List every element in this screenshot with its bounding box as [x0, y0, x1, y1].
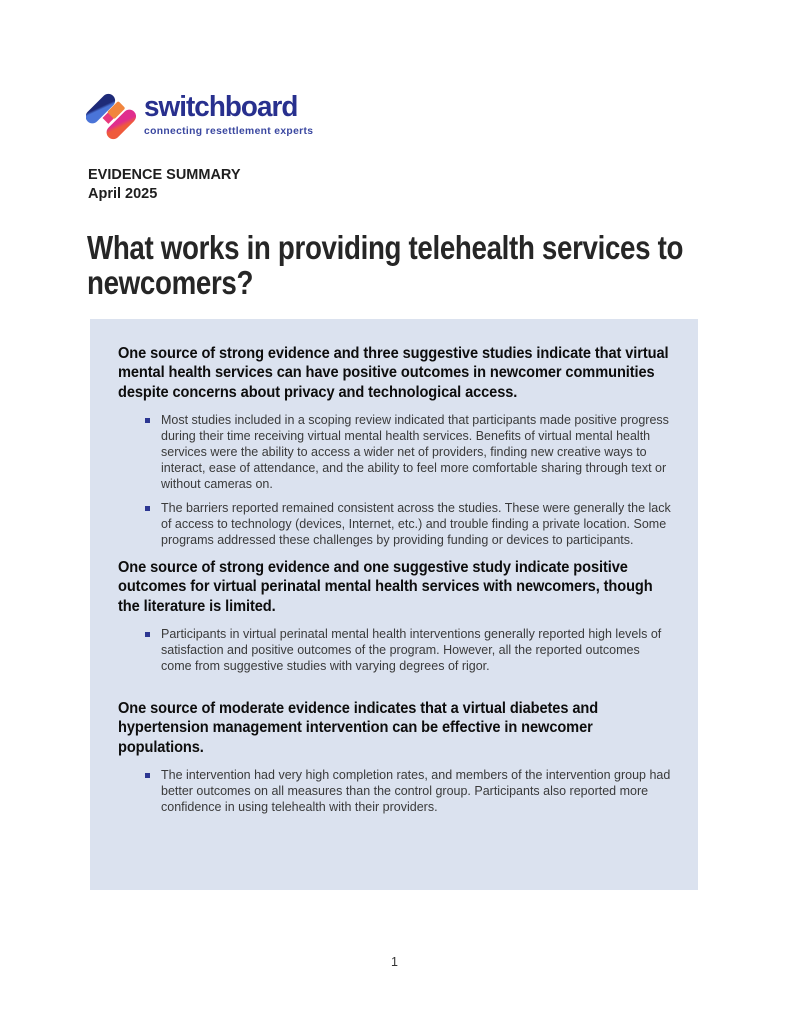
bullet-square-icon	[145, 506, 150, 511]
evidence-section-1	[118, 344, 672, 549]
bullet-list	[118, 768, 672, 816]
list-item	[145, 413, 673, 493]
logo	[86, 86, 313, 146]
logo-wordmark: switchboard	[144, 91, 298, 123]
list-item	[145, 501, 673, 549]
document-eyebrow	[88, 166, 241, 204]
evidence-section-2	[118, 558, 672, 675]
switchboard-logo-icon	[86, 86, 136, 146]
section-heading: One source of strong evidence and one suggestive study indicate positive outcomes for virtual perinatal mental health services with newcomers, though the literature is limited.	[118, 558, 653, 615]
publication-date: April 2025	[88, 185, 158, 202]
page-title: What works in providing telehealth services to newcomers?	[87, 229, 684, 301]
bullet-square-icon	[145, 773, 150, 778]
evidence-summary-kicker: EVIDENCE SUMMARY	[88, 167, 241, 183]
list-item	[145, 627, 673, 675]
list-item	[145, 768, 673, 816]
bullet-square-icon	[145, 418, 150, 423]
bullet-list	[118, 627, 672, 675]
evidence-summary-box	[90, 319, 698, 890]
logo-tagline: connecting resettlement experts	[144, 126, 314, 137]
bullet-list	[118, 413, 672, 549]
logo-text	[144, 86, 313, 137]
bullet-square-icon	[145, 632, 150, 637]
section-heading: One source of strong evidence and three suggestive studies indicate that virtual mental health services can have positive outcomes in newcomer communities despite concerns about privacy and technological access.	[118, 345, 669, 401]
bullet-text: Most studies included in a scoping review indicated that participants made positive progress during their time receiving virtual mental health services. Benefits of virtual mental health services were the ability to access a wider net of providers, finding new creative ways to interact, ease of attendance, and the ability to feel more comfortable sharing through text or without cameras on.	[161, 413, 669, 492]
bullet-text: The barriers reported remained consistent across the studies. These were generally the lack of access to technology (devices, Internet, etc.) and trouble finding a private location. Some programs addressed these challenges by providing funding or devices to participants.	[161, 501, 671, 547]
evidence-section-3	[118, 699, 672, 816]
bullet-text: The intervention had very high completion rates, and members of the intervention group had better outcomes on all measures than the control group. Participants also reported more confidence in using telehealth with their providers.	[161, 768, 671, 815]
page-number: 1	[391, 955, 398, 969]
bullet-text: Participants in virtual perinatal mental health interventions generally reported high levels of satisfaction and positive outcomes of the program. However, all the reported outcomes come from suggestive studies with varying degrees of rigor.	[161, 627, 662, 673]
section-heading: One source of moderate evidence indicates that a virtual diabetes and hypertension management intervention can be effective in newcomer populations.	[118, 699, 599, 756]
